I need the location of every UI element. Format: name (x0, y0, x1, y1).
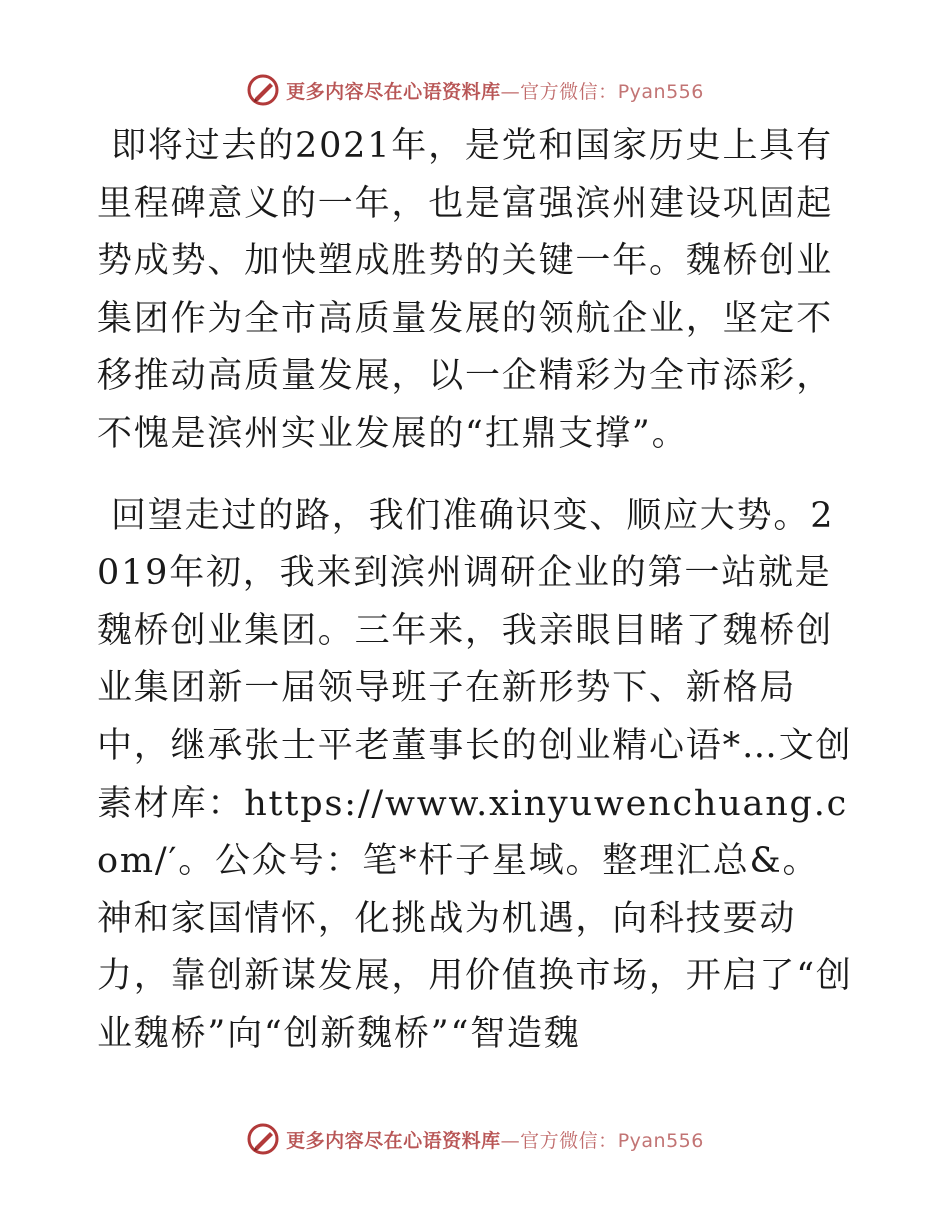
banner-wechat-id: Pyan556 (617, 1129, 704, 1152)
banner-wechat-label: 官方微信： (520, 80, 618, 103)
banner-wechat-id: Pyan556 (617, 80, 704, 103)
banner-dash: — (500, 80, 521, 103)
banner-text (286, 1126, 704, 1153)
paragraph-2: 回望走过的路，我们准确识变、顺应大势。2019年初，我来到滨州调研企业的第一站就是魏桥创业集团。三年来，我亲眼目睹了魏桥创业集团新一届领导班子在新形势下、新格局中，继承张士平老董事长的创业精心语*…文创素材库：https://www.xinyuwenchuang.com/′。公众号：笔*杆子星域。整理汇总&。神和家国情怀，化挑战为机遇，向科技要动力，靠创新谋发展，用价值换市场，开启了“创业魏桥”向“创新魏桥”“智造魏 (97, 495, 853, 1054)
banner-dash: — (500, 1129, 521, 1152)
header-watermark-banner (0, 70, 950, 110)
footer-watermark-banner (0, 1119, 950, 1159)
banner-text (286, 77, 704, 104)
pen-logo-icon (246, 1122, 280, 1156)
banner-site-name: 更多内容尽在心语资料库 (286, 80, 501, 103)
banner-site-name: 更多内容尽在心语资料库 (286, 1129, 501, 1152)
banner-wechat-label: 官方微信： (520, 1129, 618, 1152)
paragraph-1: 即将过去的2021年，是党和国家历史上具有里程碑意义的一年，也是富强滨州建设巩固起势成势、加快塑成胜势的关键一年。魏桥创业集团作为全市高质量发展的领航企业，坚定不移推动高质量发展，以一企精彩为全市添彩，不愧是滨州实业发展的“扛鼎支撑”。 (97, 126, 834, 454)
pen-logo-icon (246, 73, 280, 107)
document-body (97, 118, 853, 1064)
